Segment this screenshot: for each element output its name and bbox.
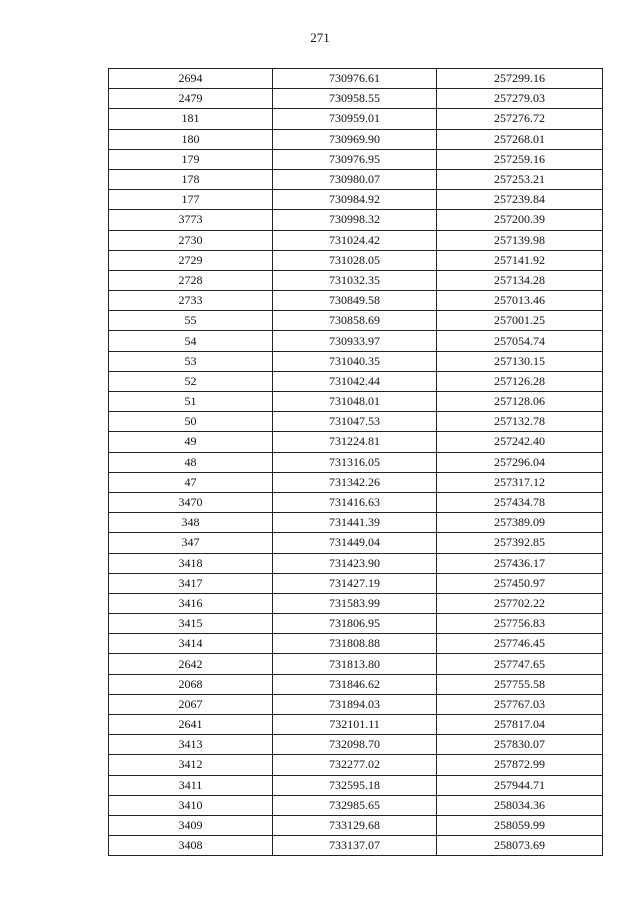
table-row [109, 775, 603, 795]
y-coordinate-cell: 257259.16 [437, 149, 603, 169]
point-id-cell: 3416 [109, 593, 273, 613]
table-row [109, 694, 603, 714]
x-coordinate-cell: 731427.19 [273, 573, 437, 593]
table-row [109, 654, 603, 674]
y-coordinate-cell: 257746.45 [437, 634, 603, 654]
y-coordinate-cell: 257139.98 [437, 230, 603, 250]
page-number: 271 [310, 30, 330, 45]
table-row [109, 291, 603, 311]
x-coordinate-cell: 731342.26 [273, 472, 437, 492]
x-coordinate-cell: 730998.32 [273, 210, 437, 230]
x-coordinate-cell: 730959.01 [273, 109, 437, 129]
x-coordinate-cell: 733137.07 [273, 836, 437, 856]
point-id-cell: 51 [109, 392, 273, 412]
x-coordinate-cell: 731894.03 [273, 694, 437, 714]
y-coordinate-cell: 257239.84 [437, 190, 603, 210]
y-coordinate-cell: 257279.03 [437, 89, 603, 109]
point-id-cell: 2730 [109, 230, 273, 250]
y-coordinate-cell: 258059.99 [437, 815, 603, 835]
x-coordinate-cell: 731032.35 [273, 270, 437, 290]
table-row [109, 492, 603, 512]
x-coordinate-cell: 731846.62 [273, 674, 437, 694]
table-row [109, 573, 603, 593]
point-id-cell: 54 [109, 331, 273, 351]
x-coordinate-cell: 730849.58 [273, 291, 437, 311]
x-coordinate-cell: 730933.97 [273, 331, 437, 351]
x-coordinate-cell: 731423.90 [273, 553, 437, 573]
table-row [109, 755, 603, 775]
point-id-cell: 180 [109, 129, 273, 149]
x-coordinate-cell: 731224.81 [273, 432, 437, 452]
x-coordinate-cell: 730976.95 [273, 149, 437, 169]
x-coordinate-cell: 732595.18 [273, 775, 437, 795]
y-coordinate-cell: 257001.25 [437, 311, 603, 331]
x-coordinate-cell: 731808.88 [273, 634, 437, 654]
x-coordinate-cell: 732098.70 [273, 735, 437, 755]
point-id-cell: 181 [109, 109, 273, 129]
y-coordinate-cell: 258034.36 [437, 795, 603, 815]
table-row [109, 149, 603, 169]
point-id-cell: 2067 [109, 694, 273, 714]
point-id-cell: 2728 [109, 270, 273, 290]
table-row [109, 513, 603, 533]
x-coordinate-cell: 733129.68 [273, 815, 437, 835]
table-row [109, 230, 603, 250]
table-row [109, 815, 603, 835]
table-row [109, 432, 603, 452]
table-row [109, 311, 603, 331]
table-row [109, 331, 603, 351]
y-coordinate-cell: 257128.06 [437, 392, 603, 412]
point-id-cell: 178 [109, 169, 273, 189]
x-coordinate-cell: 731047.53 [273, 412, 437, 432]
y-coordinate-cell: 257755.58 [437, 674, 603, 694]
table-row [109, 715, 603, 735]
y-coordinate-cell: 257126.28 [437, 371, 603, 391]
y-coordinate-cell: 257756.83 [437, 614, 603, 634]
table-row [109, 614, 603, 634]
x-coordinate-cell: 731040.35 [273, 351, 437, 371]
table-row [109, 392, 603, 412]
point-id-cell: 2694 [109, 69, 273, 89]
y-coordinate-cell: 257817.04 [437, 715, 603, 735]
table-row [109, 836, 603, 856]
point-id-cell: 55 [109, 311, 273, 331]
y-coordinate-cell: 257389.09 [437, 513, 603, 533]
table-row [109, 674, 603, 694]
table-row [109, 371, 603, 391]
point-id-cell: 48 [109, 452, 273, 472]
y-coordinate-cell: 257268.01 [437, 129, 603, 149]
table-row [109, 735, 603, 755]
x-coordinate-cell: 730980.07 [273, 169, 437, 189]
y-coordinate-cell: 257296.04 [437, 452, 603, 472]
table-row [109, 593, 603, 613]
table-row [109, 472, 603, 492]
point-id-cell: 3470 [109, 492, 273, 512]
table-row [109, 250, 603, 270]
point-id-cell: 49 [109, 432, 273, 452]
y-coordinate-cell: 257200.39 [437, 210, 603, 230]
point-id-cell: 3408 [109, 836, 273, 856]
table-row [109, 129, 603, 149]
y-coordinate-cell: 257872.99 [437, 755, 603, 775]
point-id-cell: 2733 [109, 291, 273, 311]
y-coordinate-cell: 257242.40 [437, 432, 603, 452]
x-coordinate-cell: 731416.63 [273, 492, 437, 512]
table-row [109, 210, 603, 230]
point-id-cell: 3409 [109, 815, 273, 835]
table-row [109, 553, 603, 573]
y-coordinate-cell: 257130.15 [437, 351, 603, 371]
y-coordinate-cell: 257747.65 [437, 654, 603, 674]
point-id-cell: 3414 [109, 634, 273, 654]
point-id-cell: 2729 [109, 250, 273, 270]
point-id-cell: 47 [109, 472, 273, 492]
point-id-cell: 2641 [109, 715, 273, 735]
x-coordinate-cell: 732101.11 [273, 715, 437, 735]
table-row [109, 89, 603, 109]
y-coordinate-cell: 257253.21 [437, 169, 603, 189]
x-coordinate-cell: 731024.42 [273, 230, 437, 250]
point-id-cell: 3411 [109, 775, 273, 795]
point-id-cell: 3417 [109, 573, 273, 593]
x-coordinate-cell: 731048.01 [273, 392, 437, 412]
point-id-cell: 3413 [109, 735, 273, 755]
y-coordinate-cell: 257299.16 [437, 69, 603, 89]
point-id-cell: 3410 [109, 795, 273, 815]
x-coordinate-cell: 730969.90 [273, 129, 437, 149]
y-coordinate-cell: 257013.46 [437, 291, 603, 311]
point-id-cell: 2642 [109, 654, 273, 674]
x-coordinate-cell: 731583.99 [273, 593, 437, 613]
x-coordinate-cell: 731042.44 [273, 371, 437, 391]
y-coordinate-cell: 258073.69 [437, 836, 603, 856]
table-row [109, 190, 603, 210]
y-coordinate-cell: 257702.22 [437, 593, 603, 613]
x-coordinate-cell: 730958.55 [273, 89, 437, 109]
x-coordinate-cell: 731813.80 [273, 654, 437, 674]
point-id-cell: 179 [109, 149, 273, 169]
point-id-cell: 3773 [109, 210, 273, 230]
y-coordinate-cell: 257434.78 [437, 492, 603, 512]
y-coordinate-cell: 257141.92 [437, 250, 603, 270]
point-id-cell: 53 [109, 351, 273, 371]
point-id-cell: 347 [109, 533, 273, 553]
table-row [109, 795, 603, 815]
point-id-cell: 3415 [109, 614, 273, 634]
table-row [109, 169, 603, 189]
y-coordinate-cell: 257317.12 [437, 472, 603, 492]
point-id-cell: 2479 [109, 89, 273, 109]
point-id-cell: 3418 [109, 553, 273, 573]
x-coordinate-cell: 732277.02 [273, 755, 437, 775]
point-id-cell: 52 [109, 371, 273, 391]
table-row [109, 533, 603, 553]
x-coordinate-cell: 732985.65 [273, 795, 437, 815]
x-coordinate-cell: 730858.69 [273, 311, 437, 331]
x-coordinate-cell: 730984.92 [273, 190, 437, 210]
table-row [109, 634, 603, 654]
table-row [109, 69, 603, 89]
x-coordinate-cell: 731806.95 [273, 614, 437, 634]
y-coordinate-cell: 257944.71 [437, 775, 603, 795]
y-coordinate-cell: 257134.28 [437, 270, 603, 290]
x-coordinate-cell: 731441.39 [273, 513, 437, 533]
y-coordinate-cell: 257830.07 [437, 735, 603, 755]
y-coordinate-cell: 257436.17 [437, 553, 603, 573]
y-coordinate-cell: 257392.85 [437, 533, 603, 553]
point-id-cell: 177 [109, 190, 273, 210]
table-row [109, 452, 603, 472]
y-coordinate-cell: 257054.74 [437, 331, 603, 351]
point-id-cell: 2068 [109, 674, 273, 694]
table-row [109, 109, 603, 129]
x-coordinate-cell: 730976.61 [273, 69, 437, 89]
point-id-cell: 50 [109, 412, 273, 432]
coordinates-table [108, 68, 603, 856]
point-id-cell: 348 [109, 513, 273, 533]
point-id-cell: 3412 [109, 755, 273, 775]
y-coordinate-cell: 257132.78 [437, 412, 603, 432]
x-coordinate-cell: 731449.04 [273, 533, 437, 553]
table-row [109, 412, 603, 432]
y-coordinate-cell: 257450.97 [437, 573, 603, 593]
x-coordinate-cell: 731316.05 [273, 452, 437, 472]
x-coordinate-cell: 731028.05 [273, 250, 437, 270]
y-coordinate-cell: 257767.03 [437, 694, 603, 714]
table-row [109, 351, 603, 371]
y-coordinate-cell: 257276.72 [437, 109, 603, 129]
table-row [109, 270, 603, 290]
